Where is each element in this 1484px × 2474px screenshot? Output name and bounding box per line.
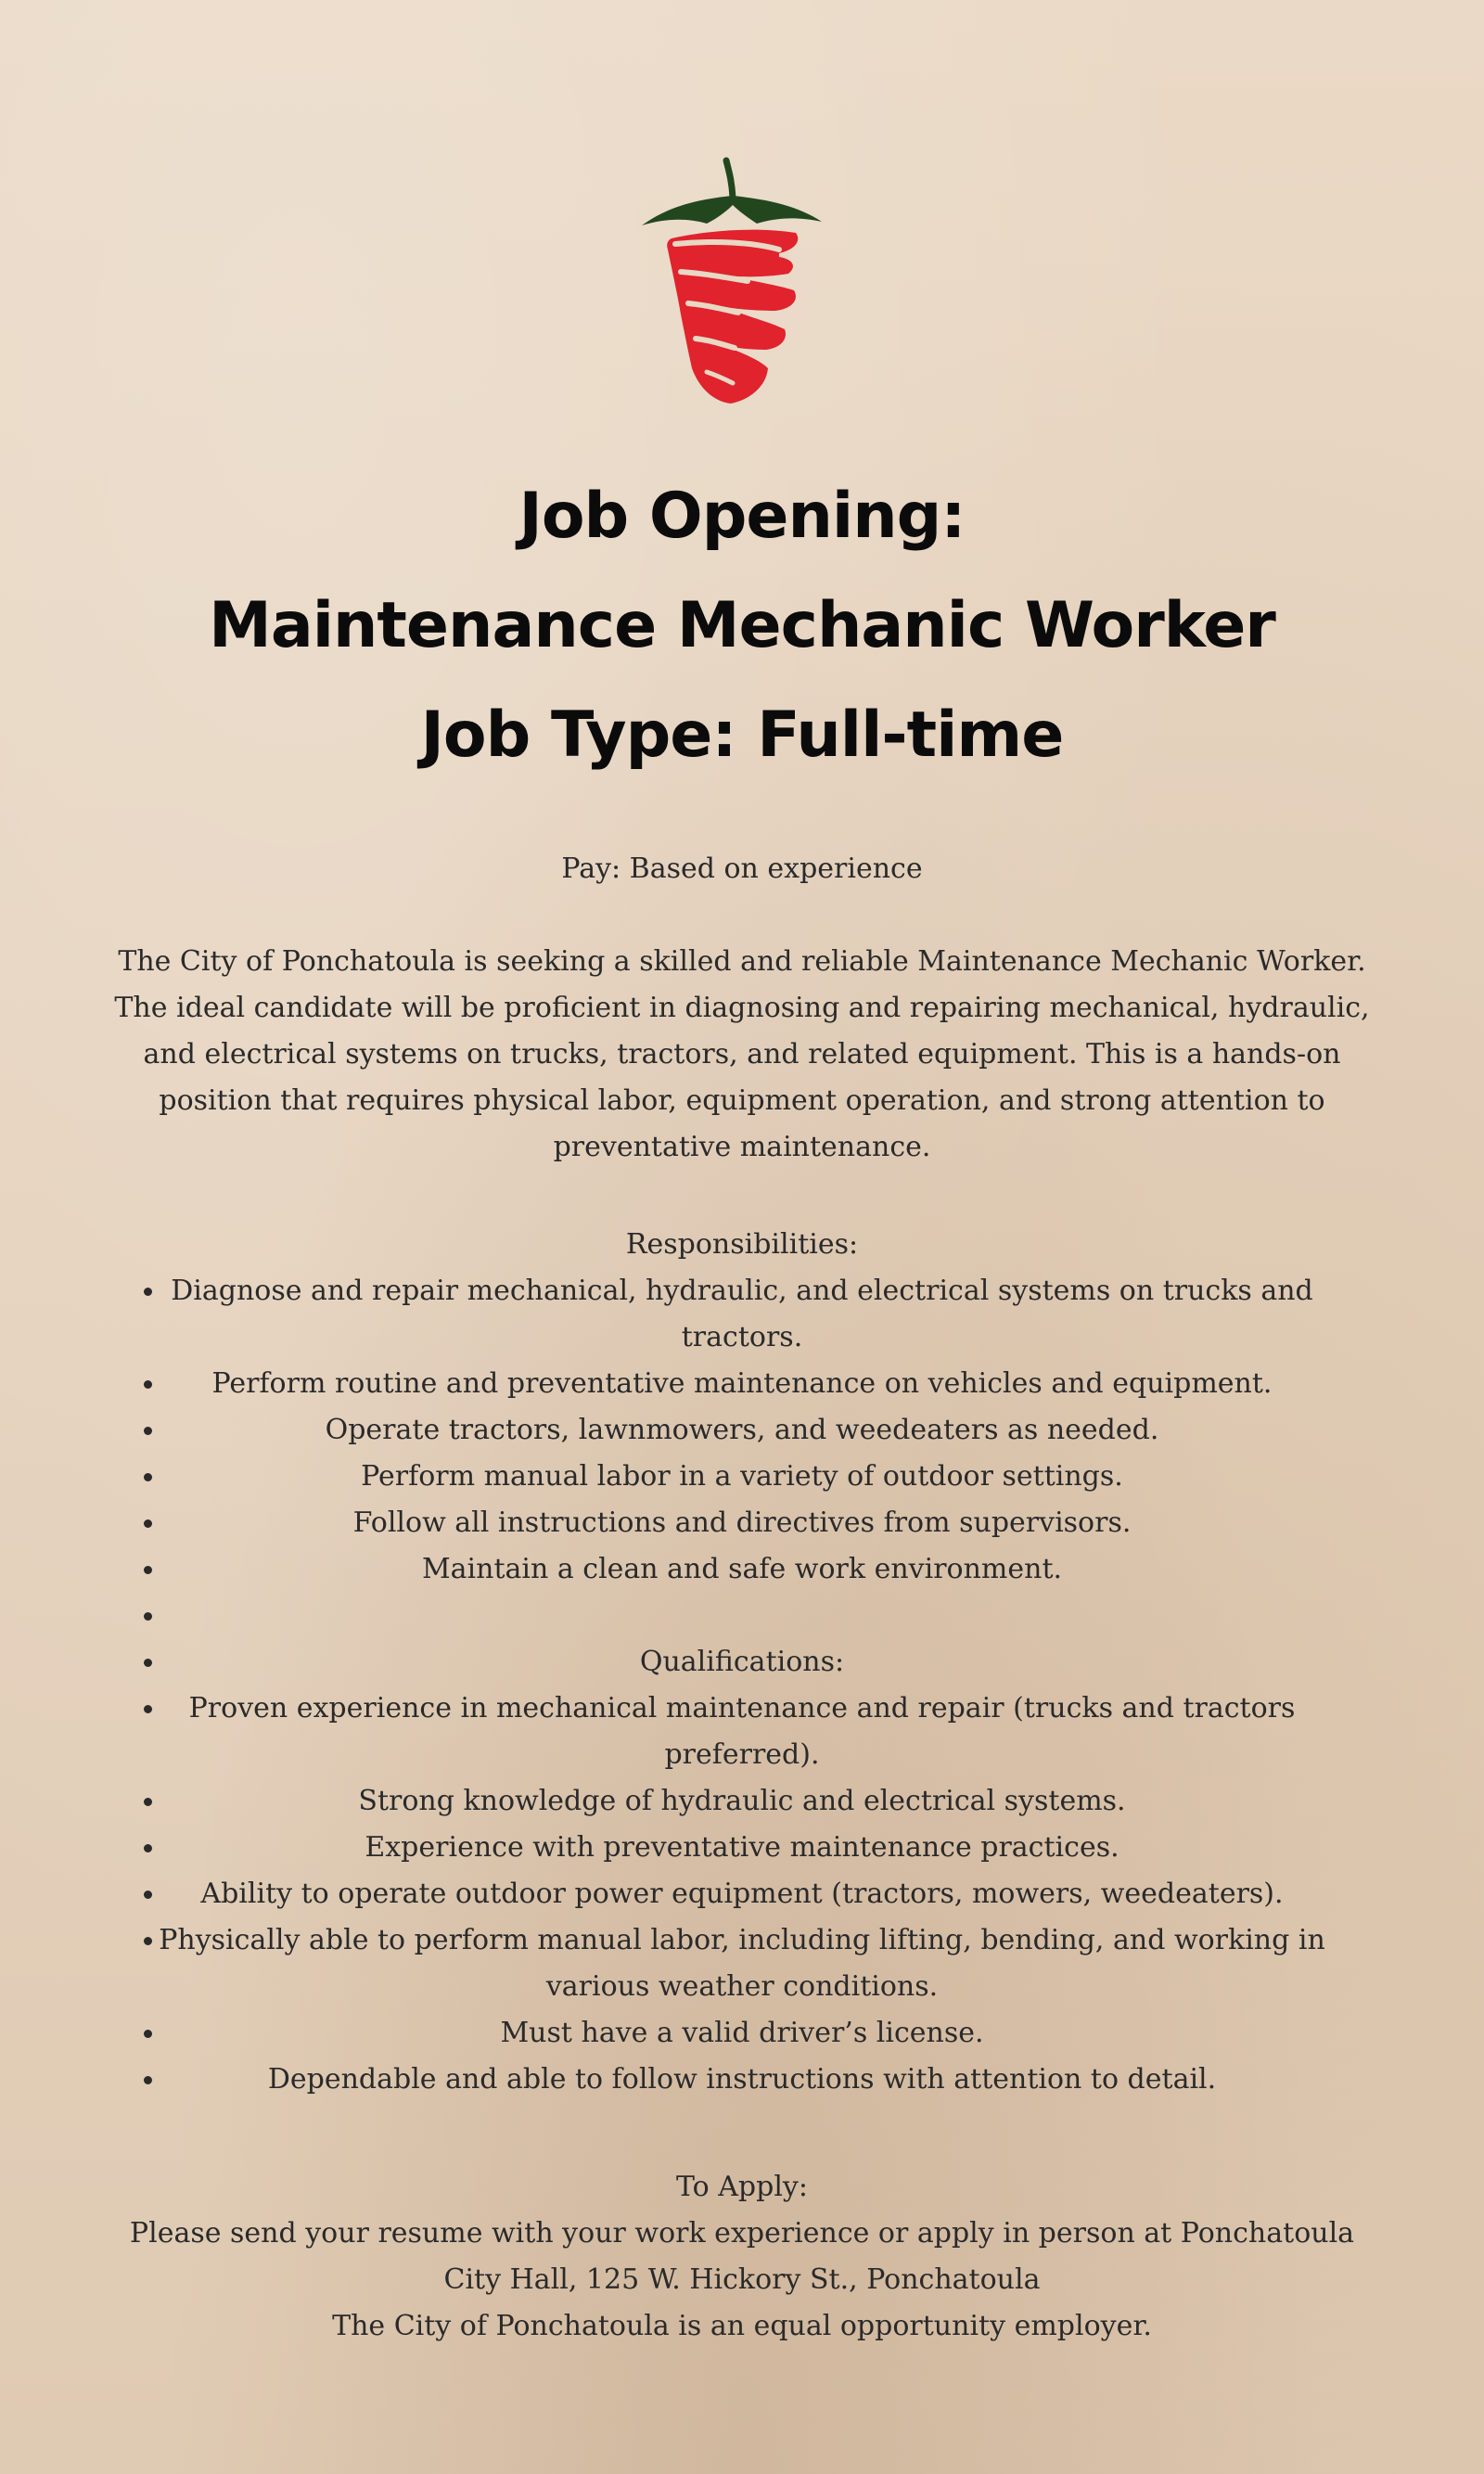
intro-line: The City of Ponchatoula is seeking a skilled and reliable Maintenance Mechanic Worker.	[118, 945, 1366, 978]
list-item-text: Proven experience in mechanical maintenance and repair (trucks and tractors preferred).	[188, 1692, 1296, 1771]
qualifications-heading-item	[93, 1639, 1391, 1686]
bullet-icon	[144, 1473, 152, 1481]
bullet-icon	[144, 1891, 152, 1899]
title-line-job-name: Maintenance Mechanic Worker	[209, 589, 1275, 662]
bullet-icon	[144, 1288, 152, 1296]
intro-line: and electrical systems on trucks, tractors, and related equipment. This is a hands-on	[143, 1038, 1341, 1070]
list-item	[93, 1686, 1391, 1778]
list-item-text: Follow all instructions and directives from supervisors.	[352, 1506, 1132, 1539]
equal-opportunity-statement: The City of Ponchatoula is an equal opportunity employer.	[332, 2310, 1152, 2342]
bullet-icon	[144, 2030, 152, 2038]
list-item	[93, 2010, 1391, 2057]
bullet-icon	[144, 1659, 152, 1667]
list-item-text: Dependable and able to follow instructions with attention to detail.	[267, 2063, 1217, 2096]
list-item	[93, 1361, 1391, 1407]
list-item-text: Strong knowledge of hydraulic and electrical systems.	[358, 1785, 1126, 1817]
bullet-icon	[144, 1705, 152, 1713]
pay-text: Pay: Based on experience	[561, 852, 923, 885]
list-item-text: Must have a valid driver’s license.	[500, 2017, 984, 2049]
title-line-job-opening: Job Opening:	[518, 480, 966, 553]
job-details-section	[93, 1222, 1391, 2103]
list-item-text: Operate tractors, lawnmowers, and weedeaters as needed.	[325, 1414, 1159, 1446]
list-item-text: Diagnose and repair mechanical, hydraulic, and electrical systems on trucks and tractors.	[171, 1275, 1313, 1353]
list-item	[93, 1917, 1391, 2010]
bullet-icon	[144, 1427, 152, 1435]
apply-heading: To Apply:	[675, 2171, 808, 2203]
intro-line: The ideal candidate will be proficient in diagnosing and repairing mechanical, hydraulic,	[114, 992, 1370, 1024]
list-item	[93, 2057, 1391, 2103]
list-item	[93, 1268, 1391, 1361]
list-item	[93, 1871, 1391, 1917]
list-item	[93, 1454, 1391, 1500]
title-line-job-type: Job Type: Full-time	[420, 699, 1064, 772]
intro-line: preventative maintenance.	[553, 1131, 931, 1163]
apply-instructions-line: Please send your resume with your work experience or apply in person at Ponchatoula	[129, 2217, 1355, 2250]
bullet-icon	[144, 1798, 152, 1806]
list-item	[93, 1825, 1391, 1871]
apply-address-line: City Hall, 125 W. Hickory St., Ponchatoula	[443, 2263, 1041, 2296]
bullet-icon	[144, 1937, 152, 1945]
list-item	[93, 1546, 1391, 1593]
page-title	[0, 462, 1484, 790]
responsibilities-heading: Responsibilities:	[625, 1228, 859, 1261]
responsibilities-list	[93, 1268, 1391, 2103]
bullet-icon	[144, 1844, 152, 1852]
bullet-icon	[144, 2076, 152, 2084]
qualifications-heading: Qualifications:	[639, 1646, 845, 1678]
intro-line: position that requires physical labor, equipment operation, and strong attention to	[159, 1084, 1325, 1117]
list-item-text: Experience with preventative maintenance practices.	[365, 1831, 1119, 1864]
bullet-icon	[144, 1612, 152, 1621]
list-item-text: Physically able to perform manual labor, including lifting, bending, and working in various weather conditions.	[159, 1924, 1325, 2003]
bullet-icon	[144, 1519, 152, 1528]
list-item	[93, 1778, 1391, 1825]
apply-section	[93, 2164, 1391, 2350]
strawberry-logo-icon	[640, 153, 825, 417]
list-item-text: Maintain a clean and safe work environment.	[421, 1553, 1063, 1585]
bullet-icon	[144, 1380, 152, 1389]
bullet-icon	[144, 1566, 152, 1574]
list-item-text: Perform manual labor in a variety of outdoor settings.	[361, 1460, 1123, 1493]
list-item-text: Perform routine and preventative maintenance on vehicles and equipment.	[211, 1367, 1273, 1400]
list-item-empty	[93, 1593, 1391, 1639]
list-item-text: Ability to operate outdoor power equipment (tractors, mowers, weedeaters).	[200, 1878, 1284, 1910]
intro-paragraph	[93, 939, 1391, 1171]
list-item	[93, 1407, 1391, 1454]
list-item	[93, 1500, 1391, 1546]
